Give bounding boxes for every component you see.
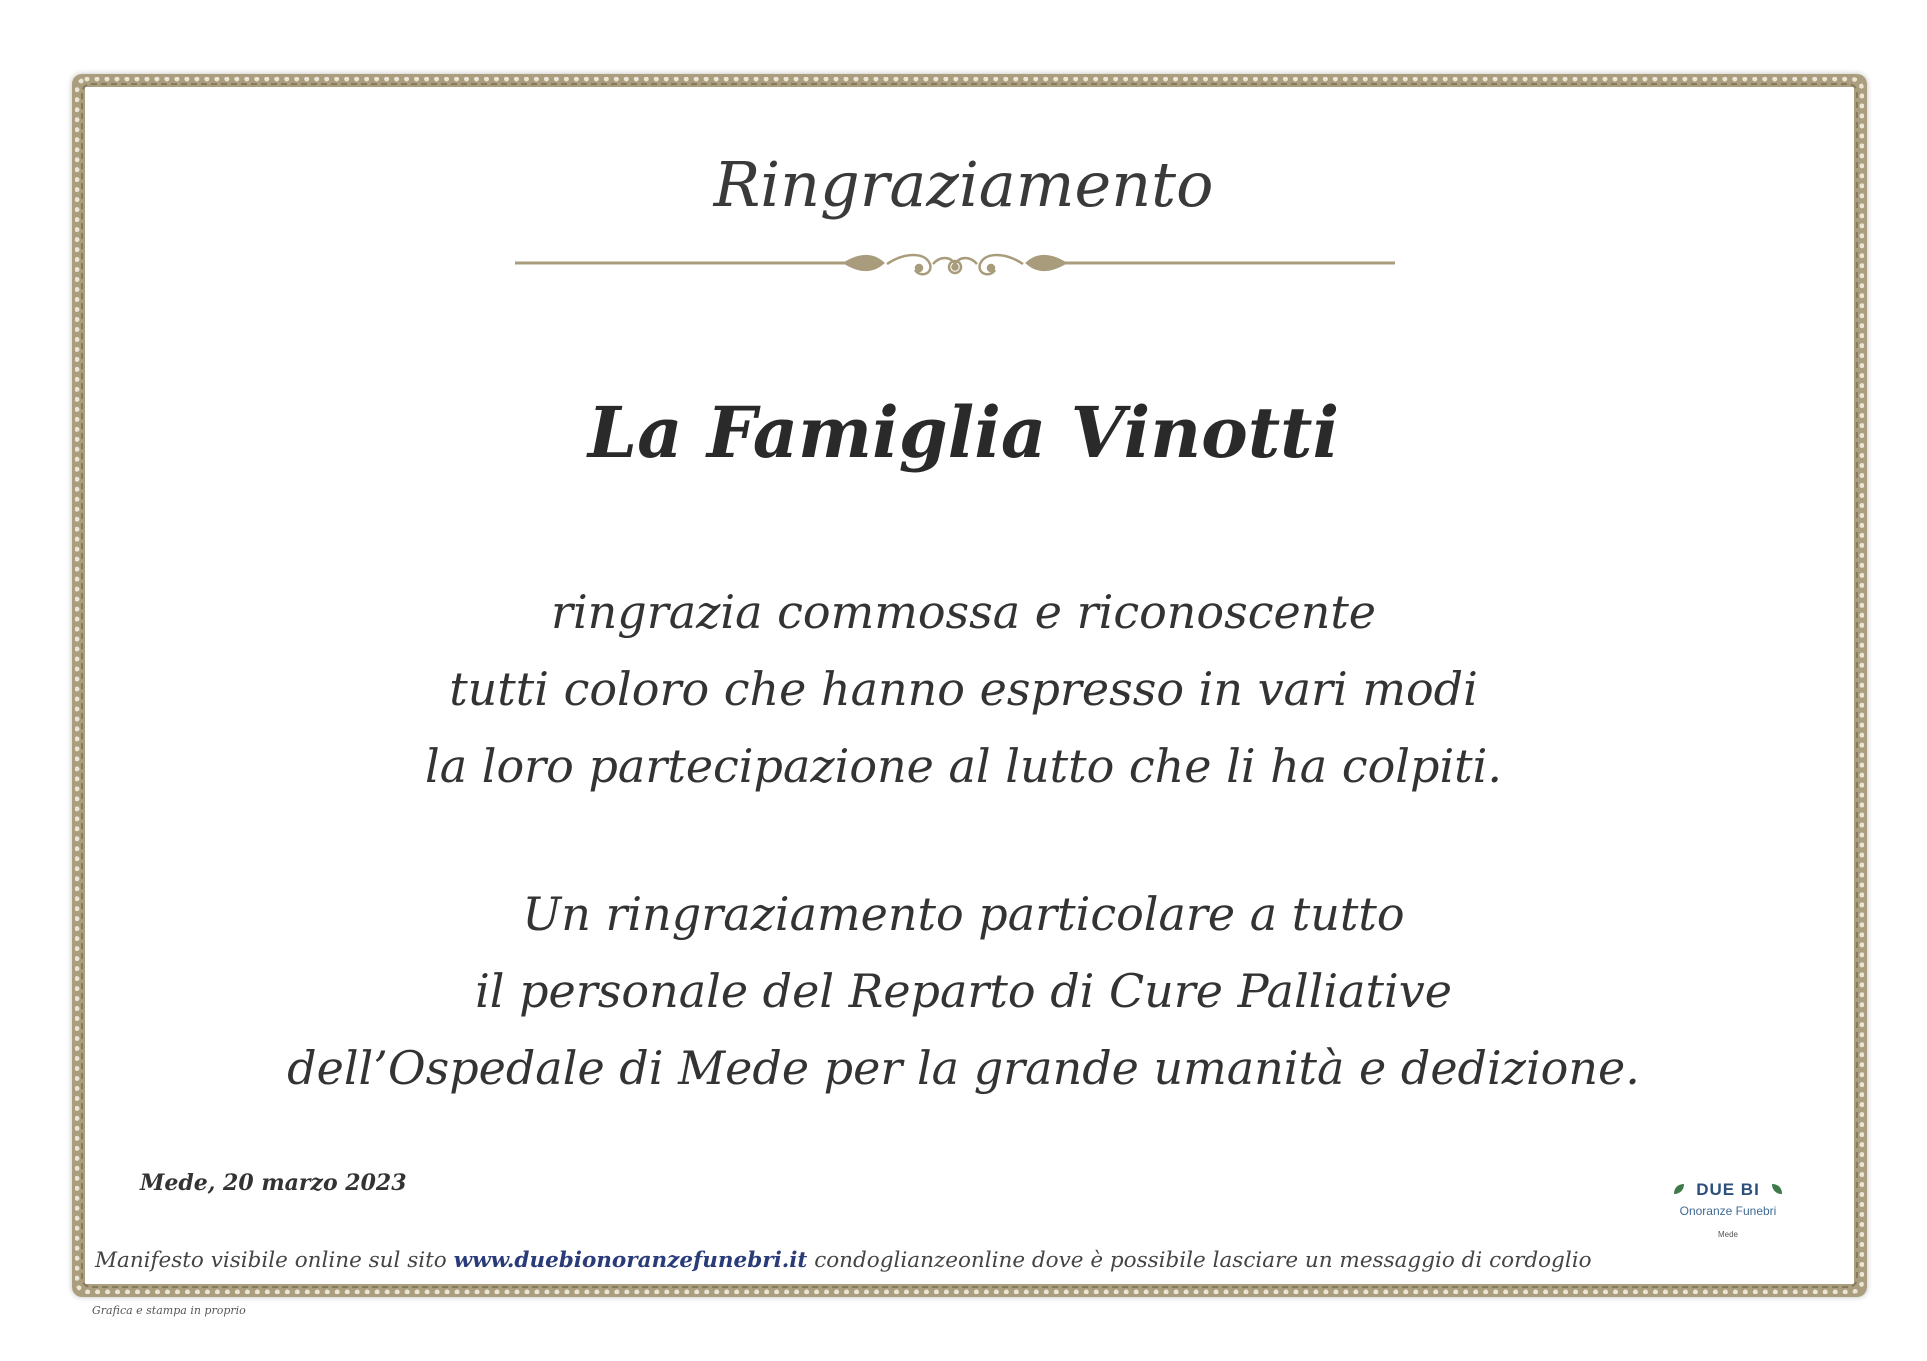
footer-text-after: condoglianzeonline dove è possibile lasciare un messaggio di cordoglio xyxy=(807,1248,1592,1273)
print-credit: Grafica e stampa in proprio xyxy=(92,1304,246,1317)
place-date: Mede, 20 marzo 2023 xyxy=(140,1170,407,1196)
paragraph-line: dell’Ospedale di Mede per la grande umanità e dedizione. xyxy=(287,1041,1640,1095)
thanks-paragraph xyxy=(0,574,1927,805)
flourish-divider-icon xyxy=(515,250,1395,290)
logo-town: Mede xyxy=(1717,1230,1738,1239)
funeral-home-logo xyxy=(1668,1180,1788,1248)
notice-title: Ringraziamento xyxy=(713,148,1214,221)
paragraph-line: la loro partecipazione al lutto che li ha colpiti. xyxy=(425,739,1502,793)
paragraph-line: tutti coloro che hanno espresso in vari modi xyxy=(449,662,1478,716)
paragraph-line: ringrazia commossa e riconoscente xyxy=(550,585,1377,639)
logo-brand: DUE BI xyxy=(1696,1180,1760,1199)
special-thanks-paragraph xyxy=(0,876,1927,1107)
family-name-heading: La Famiglia Vinotti xyxy=(587,391,1340,474)
footer-text-before: Manifesto visibile online sul sito xyxy=(95,1248,454,1273)
footer-note xyxy=(95,1248,1592,1273)
paragraph-line: il personale del Reparto di Cure Palliative xyxy=(475,964,1452,1018)
logo-subtitle: Onoranze Funebri xyxy=(1679,1204,1777,1218)
paragraph-line: Un ringraziamento particolare a tutto xyxy=(522,887,1405,941)
website-link[interactable]: www.duebionoranzefunebri.it xyxy=(453,1248,808,1273)
